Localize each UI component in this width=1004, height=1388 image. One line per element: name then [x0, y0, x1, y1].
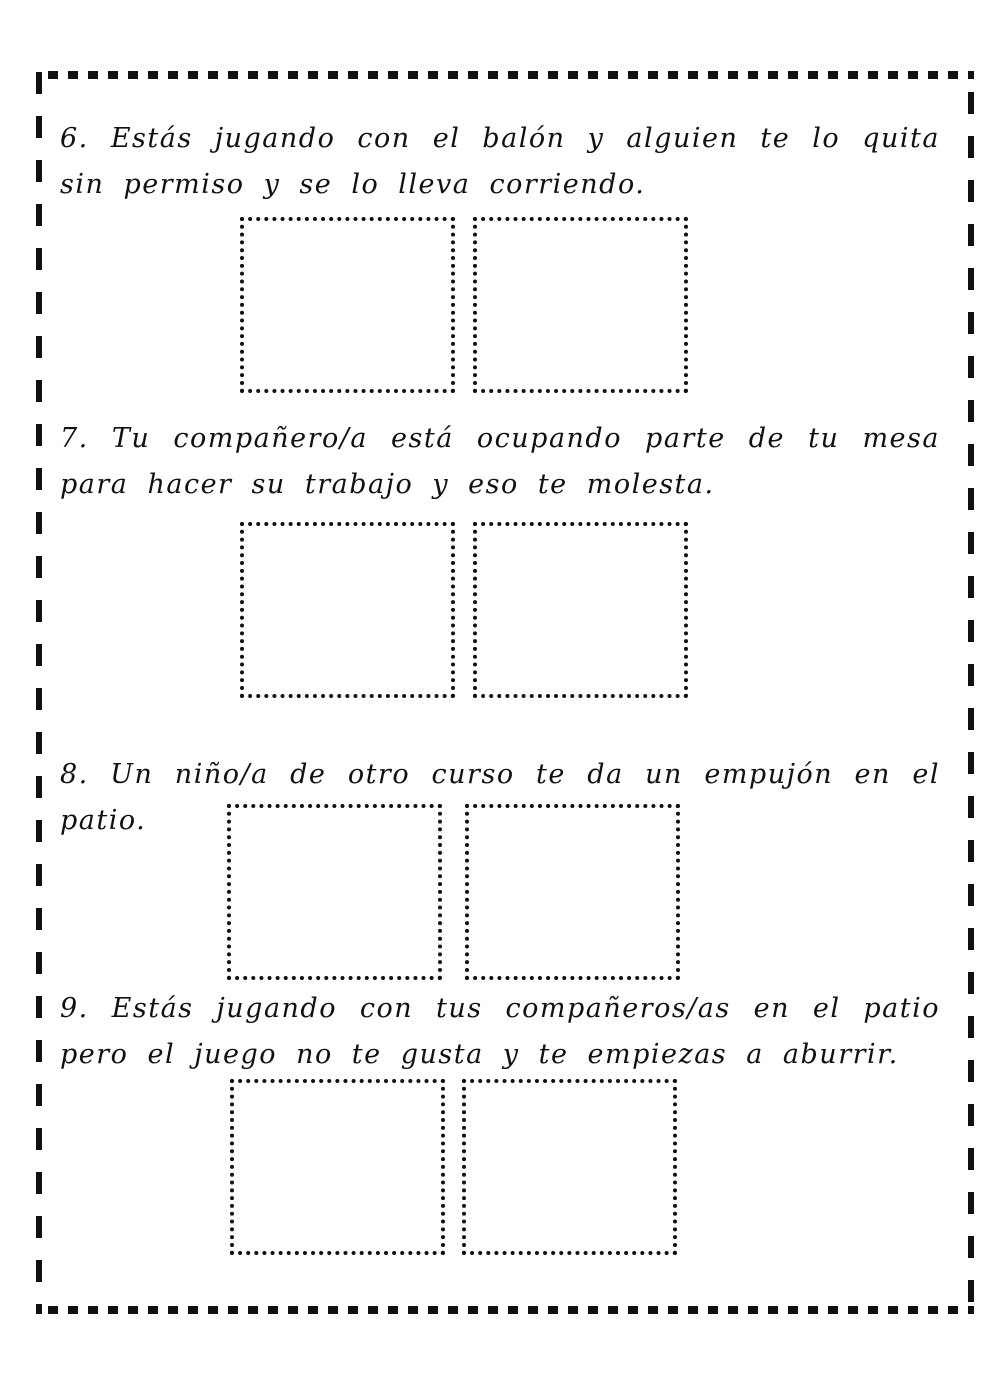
dashed-border-left	[36, 72, 42, 1314]
question-6	[60, 116, 940, 208]
dashed-border-right	[968, 92, 974, 1314]
drawing-box-6b[interactable]	[473, 217, 688, 393]
drawing-box-7a[interactable]	[240, 522, 455, 698]
drawing-box-8a[interactable]	[227, 804, 442, 980]
question-text: Estás jugando con tus compañeros/as en el patio pero el juego no te gusta y te empiezas a aburrir.	[60, 993, 940, 1070]
drawing-box-6a[interactable]	[240, 217, 455, 393]
question-number: 6.	[60, 123, 89, 154]
dashed-border-top	[48, 71, 974, 79]
drawing-box-8b[interactable]	[465, 804, 680, 980]
question-number: 8.	[60, 759, 89, 790]
drawing-box-7b[interactable]	[473, 522, 688, 698]
question-9	[60, 986, 940, 1078]
drawing-box-9b[interactable]	[462, 1079, 677, 1255]
question-number: 7.	[60, 423, 89, 454]
drawing-box-9a[interactable]	[230, 1079, 445, 1255]
question-number: 9.	[60, 993, 89, 1024]
dashed-border-bottom	[48, 1306, 974, 1314]
question-7	[60, 416, 940, 508]
question-text: Un niño/a de otro curso te da un empujón en el patio.	[60, 759, 940, 836]
question-text: Tu compañero/a está ocupando parte de tu mesa para hacer su trabajo y eso te molesta.	[60, 423, 940, 500]
question-text: Estás jugando con el balón y alguien te lo quita sin permiso y se lo lleva corriendo.	[60, 123, 940, 200]
